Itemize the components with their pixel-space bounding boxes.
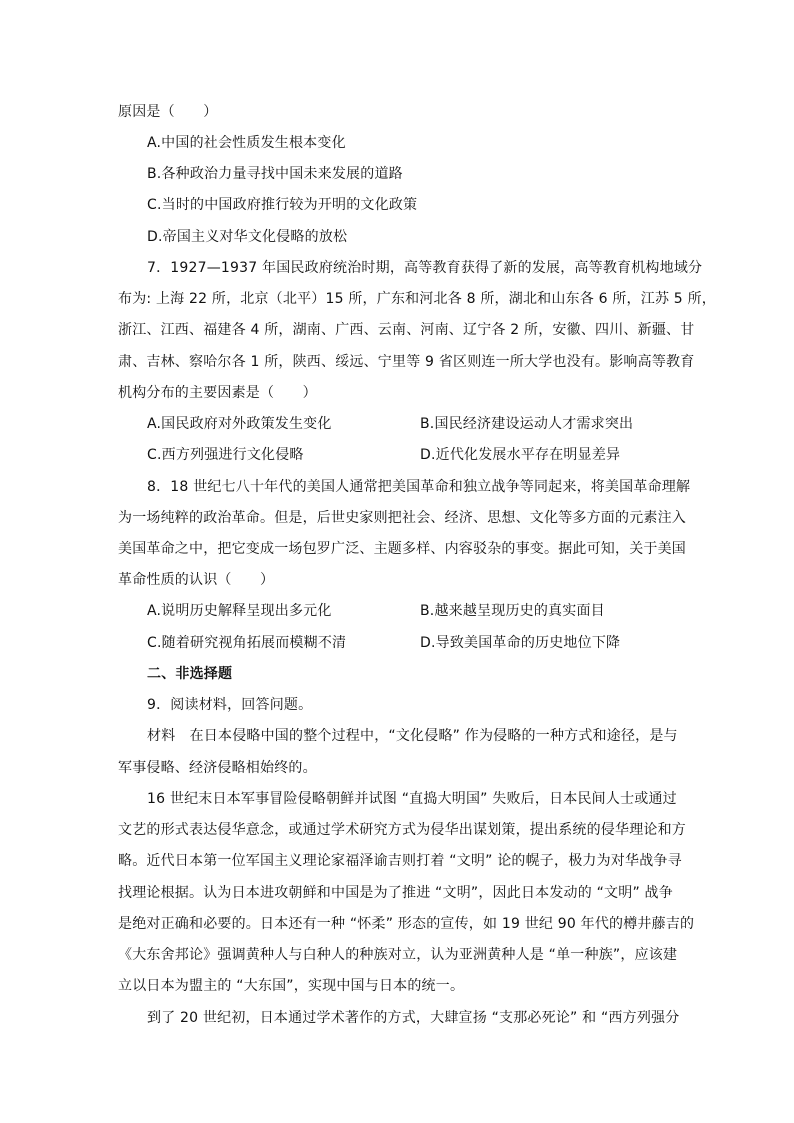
- para2-line-5: 是绝对正确和必要的。日本还有一种 “怀柔” 形态的宣传，如 19 世纪 90 年代的樽井藤吉的: [118, 916, 695, 932]
- q7-line-3: 浙江、江西、福建各 4 所，湖南、广西、云南、河南、辽宁各 2 所，安徽、四川、新疆、甘: [118, 322, 695, 338]
- para2-line-1: 16 世纪末日本军事冒险侵略朝鲜并试图 “直捣大明国” 失败后，日本民间人士或通过: [147, 791, 677, 807]
- q8-option-d: D.导致美国革命的历史地位下降: [420, 635, 621, 651]
- para2-line-3: 略。近代日本第一位军国主义理论家福泽谕吉则打着 “文明” 论的幌子，极力为对华战争寻: [118, 853, 682, 869]
- q8-option-c: C.随着研究视角拓展而模糊不清: [147, 635, 347, 651]
- q6-option-d: D.帝国主义对华文化侵略的放松: [147, 229, 348, 245]
- q7-line-5: 机构分布的主要因素是（ ）: [118, 385, 317, 401]
- q8-option-b: B.越来越呈现历史的真实面目: [420, 603, 605, 619]
- q7-line-4: 肃、吉林、察哈尔各 1 所，陕西、绥远、宁里等 9 省区则连一所大学也没有。影响高等教育: [118, 354, 695, 370]
- para2-line-2: 文艺的形式表达侵华意念，或通过学术研究方式为侵华出谋划策，提出系统的侵华理论和方: [118, 822, 686, 838]
- section-heading: 二、非选择题: [147, 666, 233, 682]
- q9-prompt: 9．阅读材料，回答问题。: [147, 697, 313, 713]
- q6-option-a: A.中国的社会性质发生根本变化: [147, 135, 346, 151]
- q8-line-3: 美国革命之中，把它变成一场包罗广泛、主题多样、内容驳杂的事变。据此可知，关于美国: [118, 541, 686, 557]
- q6-option-b: B.各种政治力量寻找中国未来发展的道路: [147, 166, 403, 182]
- para3-line-1: 到了 20 世纪初，日本通过学术著作的方式，大肆宣扬 “支那必死论” 和 “西方列强分: [147, 1010, 680, 1026]
- q6-option-c: C.当时的中国政府推行较为开明的文化政策: [147, 197, 418, 213]
- q7-line-2: 布为: 上海 22 所，北京（北平）15 所，广东和河北各 8 所，湖北和山东各 6 所，江苏 5 所，: [118, 291, 716, 307]
- q7-option-a: A.国民政府对外政策发生变化: [147, 416, 332, 432]
- q7-option-c: C.西方列强进行文化侵略: [147, 447, 304, 463]
- q8-line-2: 为一场纯粹的政治革命。但是，后世史家则把社会、经济、思想、文化等多方面的元素注入: [118, 510, 686, 526]
- material-line-1: 材料 在日本侵略中国的整个过程中，“文化侵略” 作为侵略的一种方式和途径，是与: [147, 728, 678, 744]
- para2-line-4: 找理论根据。认为日本进攻朝鲜和中国是为了推进 “文明”，因此日本发动的 “文明” 战争: [118, 885, 673, 901]
- q8-option-a: A.说明历史解释呈现出多元化: [147, 603, 332, 619]
- q6-stem-end: 原因是（ ）: [118, 104, 218, 120]
- q8-line-1: 8．18 世纪七八十年代的美国人通常把美国革命和独立战争等同起来，将美国革命理解: [147, 479, 691, 495]
- para2-line-7: 立以日本为盟主的 “大东国”，实现中国与日本的统一。: [118, 978, 465, 994]
- q7-option-b: B.国民经济建设运动人才需求突出: [420, 416, 634, 432]
- q7-line-1: 7．1927—1937 年国民政府统治时期，高等教育获得了新的发展，高等教育机构地域分: [147, 260, 703, 276]
- q7-option-d: D.近代化发展水平存在明显差异: [420, 447, 621, 463]
- para2-line-6: 《大东舍邦论》强调黄种人与白种人的种族对立，认为亚洲黄种人是 “单一种族”，应该建: [118, 947, 678, 963]
- material-line-2: 军事侵略、经济侵略相始终的。: [118, 760, 317, 776]
- q8-line-4: 革命性质的认识（ ）: [118, 572, 275, 588]
